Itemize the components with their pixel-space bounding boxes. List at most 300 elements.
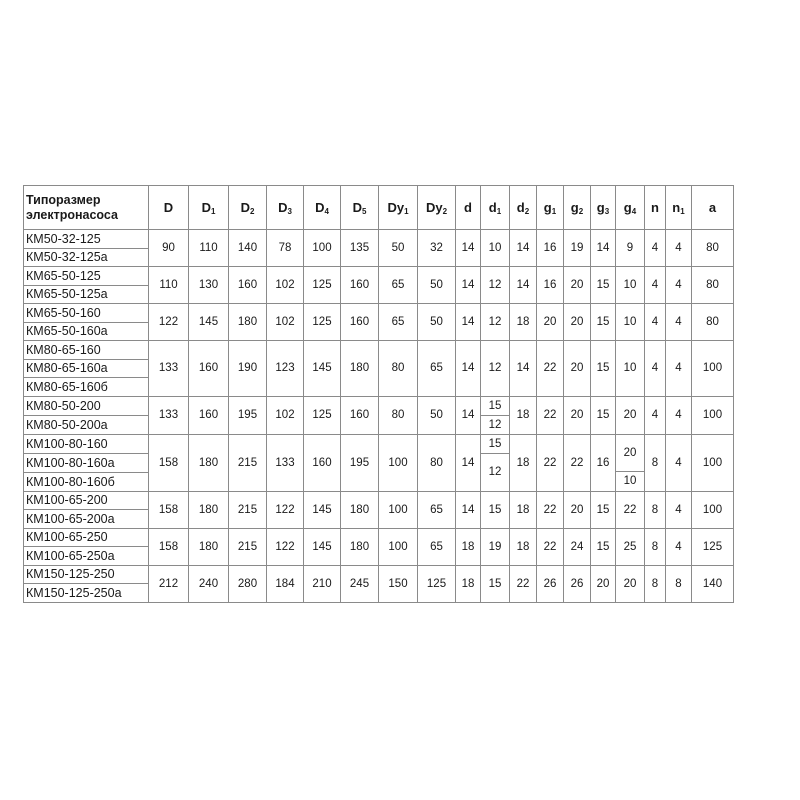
- value-text: 14: [516, 362, 530, 375]
- value-cell: [692, 304, 734, 341]
- value-text: 4: [675, 503, 682, 516]
- value-text: 22: [623, 503, 637, 516]
- value-cell: [149, 528, 189, 565]
- value-text: 100: [702, 362, 723, 375]
- value-text: 15: [488, 503, 502, 516]
- value-cell: [267, 267, 304, 304]
- value-text: 15: [488, 577, 502, 590]
- value-cell: [229, 528, 267, 565]
- value-text: 160: [349, 316, 370, 328]
- value-cell: [692, 267, 734, 304]
- value-text: 14: [461, 316, 475, 328]
- column-header-subscript: 1: [680, 206, 685, 216]
- value-cell: [149, 267, 189, 304]
- value-text: 160: [198, 409, 219, 421]
- value-text: 100: [702, 503, 723, 516]
- pump-dimensions-table-wrapper: [23, 185, 734, 603]
- value-cell: [645, 396, 666, 434]
- column-header-subscript: 1: [551, 206, 557, 216]
- value-text: 22: [543, 409, 557, 421]
- header-row: [24, 186, 734, 230]
- value-text: 125: [426, 577, 447, 590]
- column-header-subscript: 1: [210, 206, 216, 216]
- value-text: 125: [312, 279, 332, 291]
- value-text: 100: [388, 456, 408, 469]
- value-text: 80: [430, 456, 443, 469]
- value-text: 160: [237, 279, 258, 291]
- value-text: 22: [543, 503, 557, 516]
- column-header-subscript: 2: [578, 206, 584, 216]
- pump-dimensions-table: [23, 185, 734, 603]
- value-cell: [304, 267, 341, 304]
- value-text: 20: [570, 362, 584, 375]
- value-text: 10: [488, 242, 502, 254]
- model-name-cell: КМ80-65-160: [24, 341, 149, 360]
- value-cell: [379, 267, 418, 304]
- value-cell: [510, 565, 537, 602]
- value-text: 195: [237, 409, 258, 421]
- column-header: [692, 186, 734, 230]
- value-text: 4: [675, 409, 682, 421]
- table-row: [24, 528, 734, 547]
- value-text: 8: [675, 577, 682, 590]
- value-text: 215: [237, 456, 258, 469]
- value-text: 18: [516, 409, 530, 421]
- value-text: 65: [391, 279, 405, 291]
- column-header-symbol: a: [708, 200, 717, 215]
- value-cell: [510, 304, 537, 341]
- table-row: [24, 434, 734, 453]
- value-cell: [189, 491, 229, 528]
- value-text: 18: [516, 456, 530, 469]
- column-header-symbol: g: [543, 199, 552, 215]
- value-cell: [564, 434, 591, 491]
- value-cell: [537, 396, 564, 434]
- split-value-cell: [481, 434, 510, 491]
- value-text: 4: [651, 279, 659, 291]
- value-cell: [149, 434, 189, 491]
- value-cell: [341, 267, 379, 304]
- value-cell: [481, 267, 510, 304]
- model-name-cell: КМ65-50-125а: [24, 285, 149, 304]
- value-text: 50: [430, 409, 443, 421]
- value-text: 100: [388, 503, 408, 516]
- split-value-bottom: 12: [488, 465, 502, 478]
- value-text: 180: [349, 503, 370, 516]
- value-cell: [379, 434, 418, 491]
- column-header: [645, 186, 666, 230]
- column-header-subscript: 4: [631, 206, 637, 216]
- value-text: 122: [275, 540, 295, 553]
- value-cell: [591, 267, 616, 304]
- value-cell: [341, 341, 379, 397]
- value-text: 18: [461, 577, 475, 590]
- value-cell: [537, 304, 564, 341]
- value-text: 140: [237, 242, 258, 254]
- value-text: 4: [651, 362, 659, 375]
- model-name-cell: КМ80-50-200а: [24, 415, 149, 434]
- model-name-cell: КМ100-80-160а: [24, 453, 149, 472]
- split-value-bottom: 12: [488, 418, 502, 431]
- value-cell: [692, 434, 734, 491]
- value-cell: [645, 434, 666, 491]
- table-row: [24, 230, 734, 249]
- value-text: 180: [198, 503, 219, 516]
- column-header-symbol: d: [464, 200, 472, 215]
- value-cell: [267, 304, 304, 341]
- model-name-cell: КМ80-65-160б: [24, 378, 149, 397]
- value-text: 9: [626, 242, 634, 254]
- column-header-symbol: D: [201, 199, 211, 215]
- value-cell: [564, 230, 591, 267]
- value-text: 15: [596, 362, 610, 375]
- column-header-subscript: 1: [404, 206, 409, 216]
- value-cell: [481, 304, 510, 341]
- value-text: 133: [158, 362, 179, 375]
- value-cell: [510, 230, 537, 267]
- value-cell: [149, 341, 189, 397]
- value-text: 125: [312, 316, 332, 328]
- column-header: [229, 186, 267, 230]
- value-text: 102: [275, 409, 295, 421]
- value-cell: [267, 565, 304, 602]
- value-cell: [591, 230, 616, 267]
- column-header-subscript: 4: [324, 206, 329, 216]
- value-cell: [456, 396, 481, 434]
- column-header: [341, 186, 379, 230]
- column-header: [379, 186, 418, 230]
- value-text: 4: [651, 409, 659, 421]
- value-cell: [341, 434, 379, 491]
- value-cell: [510, 396, 537, 434]
- value-text: 180: [198, 456, 219, 469]
- value-cell: [341, 491, 379, 528]
- value-text: 22: [543, 540, 557, 553]
- column-header: [616, 186, 645, 230]
- value-cell: [379, 230, 418, 267]
- value-cell: [591, 491, 616, 528]
- value-cell: [645, 230, 666, 267]
- value-text: 4: [651, 242, 659, 254]
- value-cell: [229, 491, 267, 528]
- split-value-top: 15: [481, 435, 509, 454]
- value-text: 19: [570, 242, 584, 254]
- table-row: [24, 565, 734, 584]
- value-text: 4: [651, 316, 659, 328]
- value-cell: [149, 565, 189, 602]
- value-cell: [267, 434, 304, 491]
- value-cell: [537, 230, 564, 267]
- value-text: 18: [516, 316, 530, 328]
- value-cell: [564, 341, 591, 397]
- column-header-symbol: D: [352, 199, 362, 215]
- value-cell: [189, 267, 229, 304]
- value-text: 90: [162, 242, 175, 254]
- column-header: [418, 186, 456, 230]
- value-text: 100: [702, 456, 723, 469]
- table-row: [24, 267, 734, 286]
- value-cell: [456, 491, 481, 528]
- value-cell: [564, 396, 591, 434]
- value-cell: [666, 267, 692, 304]
- value-text: 135: [349, 242, 370, 254]
- value-cell: [616, 565, 645, 602]
- value-text: 8: [651, 503, 659, 516]
- value-cell: [564, 565, 591, 602]
- value-cell: [456, 528, 481, 565]
- model-name-cell: КМ80-65-160а: [24, 359, 149, 378]
- value-text: 80: [706, 279, 719, 291]
- value-text: 15: [596, 409, 610, 421]
- column-header: [304, 186, 341, 230]
- value-cell: [149, 230, 189, 267]
- column-header-subscript: 3: [287, 206, 292, 216]
- value-cell: [304, 341, 341, 397]
- value-text: 10: [623, 316, 637, 328]
- model-name-cell: КМ100-80-160: [24, 434, 149, 453]
- value-text: 50: [430, 279, 443, 291]
- value-text: 14: [461, 242, 475, 254]
- value-cell: [564, 267, 591, 304]
- value-text: 240: [198, 577, 219, 590]
- value-text: 50: [391, 242, 405, 254]
- value-text: 80: [706, 242, 719, 254]
- value-text: 14: [461, 279, 475, 291]
- column-header-symbol: n: [651, 200, 659, 215]
- value-cell: [456, 341, 481, 397]
- column-header-subscript: 2: [524, 206, 530, 216]
- value-text: 145: [312, 503, 332, 516]
- value-text: 100: [312, 242, 332, 254]
- column-header-symbol: D: [315, 199, 325, 215]
- value-cell: [189, 230, 229, 267]
- model-name-cell: КМ65-50-160а: [24, 322, 149, 341]
- value-text: 14: [516, 279, 530, 291]
- value-cell: [379, 341, 418, 397]
- value-cell: [304, 230, 341, 267]
- value-text: 80: [391, 362, 405, 375]
- value-cell: [456, 434, 481, 491]
- model-header-line-2: электронасоса: [26, 207, 118, 222]
- value-cell: [149, 396, 189, 434]
- value-cell: [616, 491, 645, 528]
- value-cell: [616, 396, 645, 434]
- column-header: [564, 186, 591, 230]
- value-cell: [456, 304, 481, 341]
- value-text: 122: [158, 316, 179, 328]
- value-cell: [645, 565, 666, 602]
- value-cell: [304, 565, 341, 602]
- value-text: 10: [623, 362, 637, 375]
- split-value-top: 15: [481, 397, 509, 416]
- column-header-symbol: g: [623, 199, 632, 215]
- value-cell: [267, 341, 304, 397]
- column-header-subscript: 1: [496, 206, 502, 216]
- value-text: 12: [488, 279, 502, 291]
- value-text: 16: [596, 456, 610, 469]
- value-cell: [591, 396, 616, 434]
- column-header-symbol: Dy: [387, 199, 405, 215]
- value-cell: [189, 565, 229, 602]
- split-value-top: 20: [616, 435, 644, 472]
- value-text: 12: [488, 316, 502, 328]
- value-cell: [341, 396, 379, 434]
- value-text: 19: [488, 540, 502, 553]
- column-header-symbol: Dy: [425, 199, 443, 215]
- value-cell: [510, 434, 537, 491]
- column-header: [149, 186, 189, 230]
- value-text: 14: [461, 362, 475, 375]
- value-text: 195: [349, 456, 370, 469]
- value-text: 145: [312, 362, 332, 375]
- column-header-symbol: D: [278, 199, 288, 215]
- value-text: 15: [596, 540, 610, 553]
- value-text: 25: [623, 540, 637, 553]
- value-cell: [189, 304, 229, 341]
- value-cell: [537, 491, 564, 528]
- value-cell: [666, 434, 692, 491]
- value-text: 15: [596, 316, 610, 328]
- split-value-cell: [616, 434, 645, 491]
- column-header-subscript: 2: [249, 206, 255, 216]
- value-cell: [564, 528, 591, 565]
- value-cell: [692, 491, 734, 528]
- value-cell: [304, 304, 341, 341]
- value-cell: [341, 304, 379, 341]
- value-cell: [564, 304, 591, 341]
- value-cell: [267, 396, 304, 434]
- value-text: 210: [312, 577, 332, 590]
- value-cell: [229, 304, 267, 341]
- value-cell: [418, 230, 456, 267]
- value-text: 215: [237, 503, 258, 516]
- column-header: [537, 186, 564, 230]
- value-text: 215: [237, 540, 258, 553]
- model-column-header: [24, 186, 149, 230]
- value-text: 102: [275, 316, 295, 328]
- value-cell: [591, 434, 616, 491]
- value-cell: [418, 396, 456, 434]
- value-text: 100: [388, 540, 408, 553]
- model-name-cell: КМ150-125-250а: [24, 584, 149, 603]
- value-cell: [645, 491, 666, 528]
- value-text: 65: [430, 503, 443, 516]
- value-text: 15: [596, 503, 610, 516]
- value-text: 8: [651, 577, 659, 590]
- value-cell: [537, 528, 564, 565]
- value-text: 100: [702, 409, 723, 421]
- value-text: 10: [623, 279, 637, 291]
- value-cell: [591, 565, 616, 602]
- value-text: 158: [158, 540, 179, 553]
- value-cell: [379, 528, 418, 565]
- column-header: [591, 186, 616, 230]
- value-cell: [616, 304, 645, 341]
- value-text: 78: [278, 242, 292, 254]
- value-cell: [379, 304, 418, 341]
- value-text: 80: [706, 316, 719, 328]
- column-header: [666, 186, 692, 230]
- value-text: 125: [702, 540, 723, 553]
- value-cell: [341, 565, 379, 602]
- value-text: 8: [651, 540, 659, 553]
- value-text: 245: [349, 577, 370, 590]
- value-cell: [481, 565, 510, 602]
- column-header-symbol: g: [570, 199, 579, 215]
- value-text: 15: [596, 279, 610, 291]
- value-text: 8: [651, 456, 659, 469]
- value-text: 4: [675, 362, 682, 375]
- value-cell: [341, 230, 379, 267]
- value-text: 14: [596, 242, 610, 254]
- value-text: 190: [237, 362, 258, 375]
- value-cell: [149, 491, 189, 528]
- value-text: 4: [675, 456, 682, 469]
- table-row: [24, 341, 734, 360]
- value-cell: [304, 528, 341, 565]
- column-header: [189, 186, 229, 230]
- value-cell: [341, 528, 379, 565]
- value-text: 14: [461, 409, 475, 421]
- value-text: 14: [516, 242, 530, 254]
- value-cell: [481, 528, 510, 565]
- value-text: 133: [275, 456, 295, 469]
- value-cell: [418, 304, 456, 341]
- value-cell: [537, 565, 564, 602]
- column-header: [510, 186, 537, 230]
- column-header-symbol: g: [596, 199, 605, 215]
- value-cell: [229, 565, 267, 602]
- value-cell: [666, 230, 692, 267]
- value-cell: [304, 434, 341, 491]
- value-cell: [666, 304, 692, 341]
- value-cell: [418, 565, 456, 602]
- value-cell: [666, 341, 692, 397]
- value-cell: [267, 528, 304, 565]
- value-cell: [510, 528, 537, 565]
- value-cell: [456, 267, 481, 304]
- model-header-line-1: Типоразмер: [26, 192, 101, 207]
- model-name-cell: КМ100-80-160б: [24, 472, 149, 491]
- value-text: 145: [312, 540, 332, 553]
- model-name-cell: КМ100-65-200: [24, 491, 149, 510]
- column-header-symbol: D: [163, 200, 174, 215]
- value-cell: [304, 396, 341, 434]
- value-text: 160: [349, 279, 370, 291]
- value-text: 133: [158, 409, 179, 421]
- column-header: [267, 186, 304, 230]
- value-cell: [456, 230, 481, 267]
- column-header: [481, 186, 510, 230]
- value-cell: [379, 565, 418, 602]
- value-text: 184: [275, 577, 295, 590]
- value-cell: [267, 491, 304, 528]
- value-text: 180: [349, 540, 370, 553]
- value-cell: [591, 341, 616, 397]
- value-text: 14: [461, 456, 475, 469]
- value-cell: [645, 304, 666, 341]
- value-cell: [591, 304, 616, 341]
- column-header-subscript: 5: [361, 206, 367, 216]
- value-text: 160: [312, 456, 332, 469]
- value-text: 22: [543, 362, 557, 375]
- value-cell: [616, 528, 645, 565]
- value-cell: [481, 230, 510, 267]
- value-text: 50: [430, 316, 443, 328]
- value-text: 65: [430, 540, 443, 553]
- value-cell: [645, 528, 666, 565]
- value-cell: [229, 267, 267, 304]
